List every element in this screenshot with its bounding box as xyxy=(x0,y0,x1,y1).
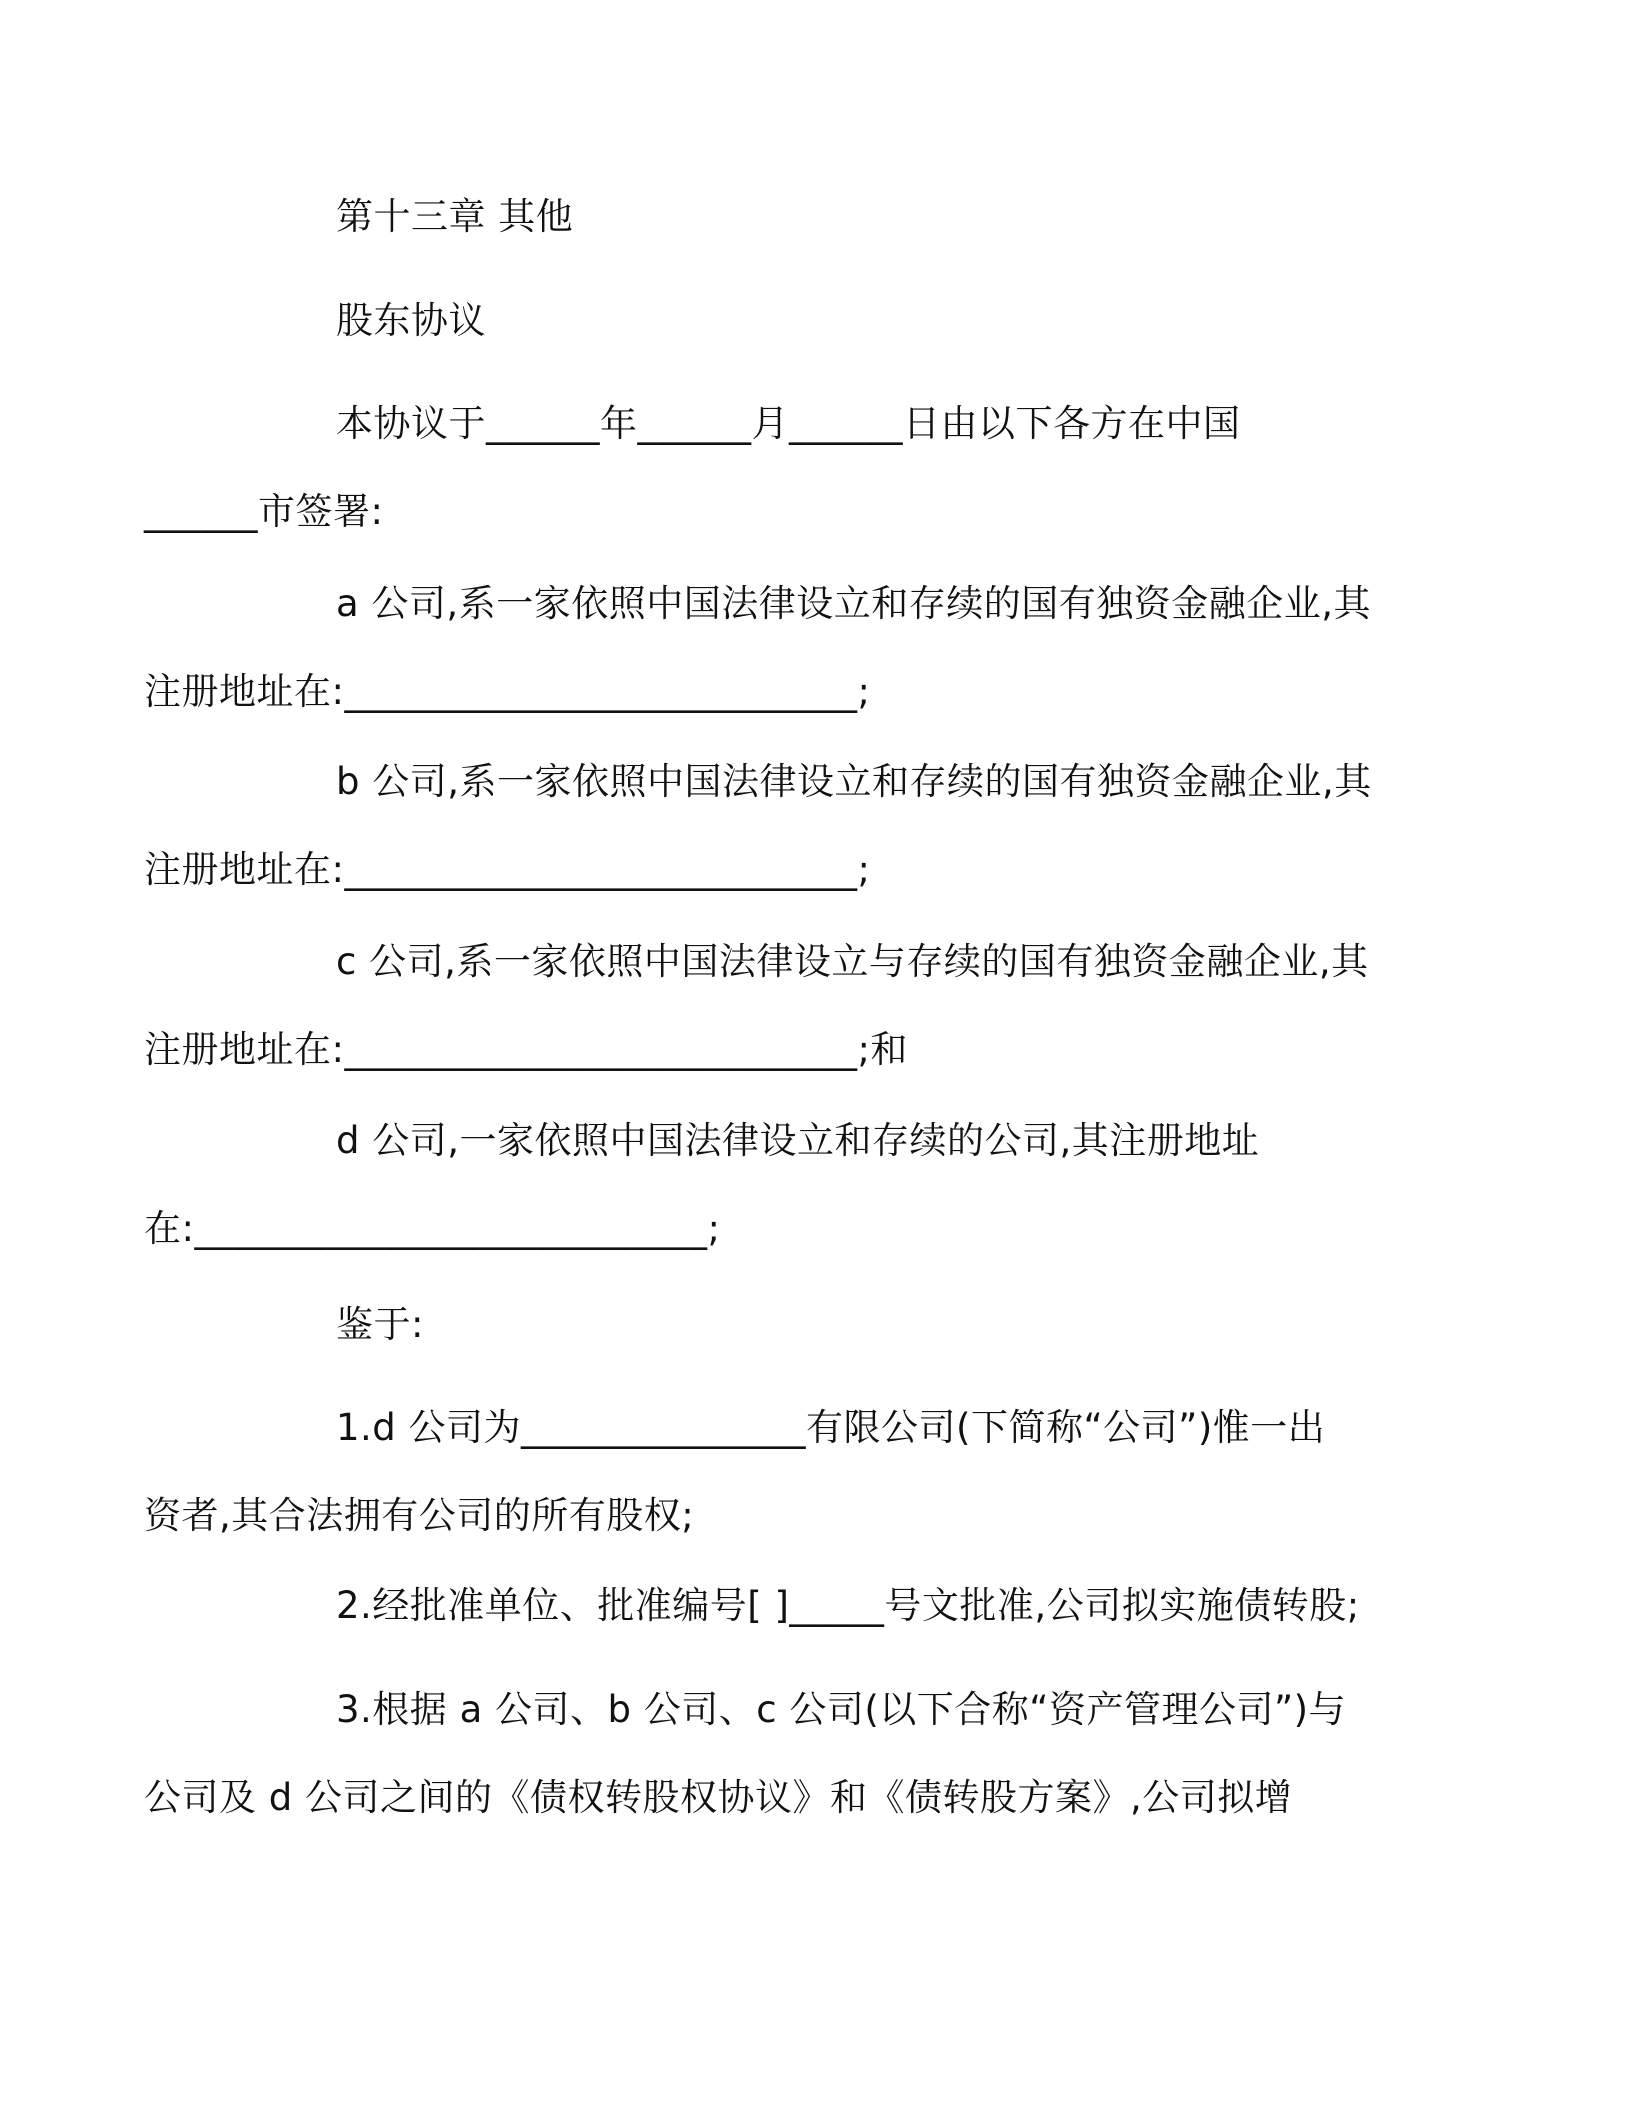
recital-1-line-2: 资者,其合法拥有公司的所有股权; xyxy=(144,1494,695,1537)
intro-line-2: ______市签署: xyxy=(144,490,384,533)
party-d-line-1: d 公司,一家依照中国法律设立和存续的公司,其注册地址 xyxy=(336,1119,1260,1162)
chapter-heading-text: 第十三章 其他 xyxy=(336,195,574,238)
recital-2 xyxy=(240,1562,1400,1650)
intro-paragraph xyxy=(144,380,1400,556)
recital-3 xyxy=(144,1666,1400,1842)
party-b-paragraph xyxy=(144,738,1400,914)
document-title xyxy=(240,277,1400,365)
party-b-line-2: 注册地址在:___________________________; xyxy=(144,848,871,891)
recital-3-line-1: 3.根据 a 公司、b 公司、c 公司(以下合称“资产管理公司”)与 xyxy=(336,1688,1347,1731)
party-c-paragraph xyxy=(144,918,1400,1094)
party-a-line-2: 注册地址在:___________________________; xyxy=(144,670,871,713)
party-a-line-1: a 公司,系一家依照中国法律设立和存续的国有独资金融企业,其 xyxy=(336,582,1371,625)
whereas-text: 鉴于: xyxy=(336,1303,424,1346)
party-d-paragraph xyxy=(144,1097,1400,1273)
document-title-text: 股东协议 xyxy=(336,299,486,342)
party-b-line-1: b 公司,系一家依照中国法律设立和存续的国有独资金融企业,其 xyxy=(336,760,1372,803)
party-c-line-2: 注册地址在:___________________________;和 xyxy=(144,1028,908,1071)
whereas-heading xyxy=(240,1281,1400,1369)
party-c-line-1: c 公司,系一家依照中国法律设立与存续的国有独资金融企业,其 xyxy=(336,940,1369,983)
party-a-paragraph xyxy=(144,560,1400,736)
party-d-line-2: 在:___________________________; xyxy=(144,1207,721,1250)
recital-2-text: 2.经批准单位、批准编号[ ]_____号文批准,公司拟实施债转股; xyxy=(336,1584,1360,1627)
intro-line-1: 本协议于______年______月______日由以下各方在中国 xyxy=(336,402,1241,445)
recital-3-line-2: 公司及 d 公司之间的《债权转股权协议》和《债转股方案》,公司拟增 xyxy=(144,1776,1293,1819)
recital-1-line-1: 1.d 公司为_______________有限公司(下简称“公司”)惟一出 xyxy=(336,1406,1326,1449)
recital-1 xyxy=(144,1384,1400,1560)
chapter-heading xyxy=(240,173,1400,261)
